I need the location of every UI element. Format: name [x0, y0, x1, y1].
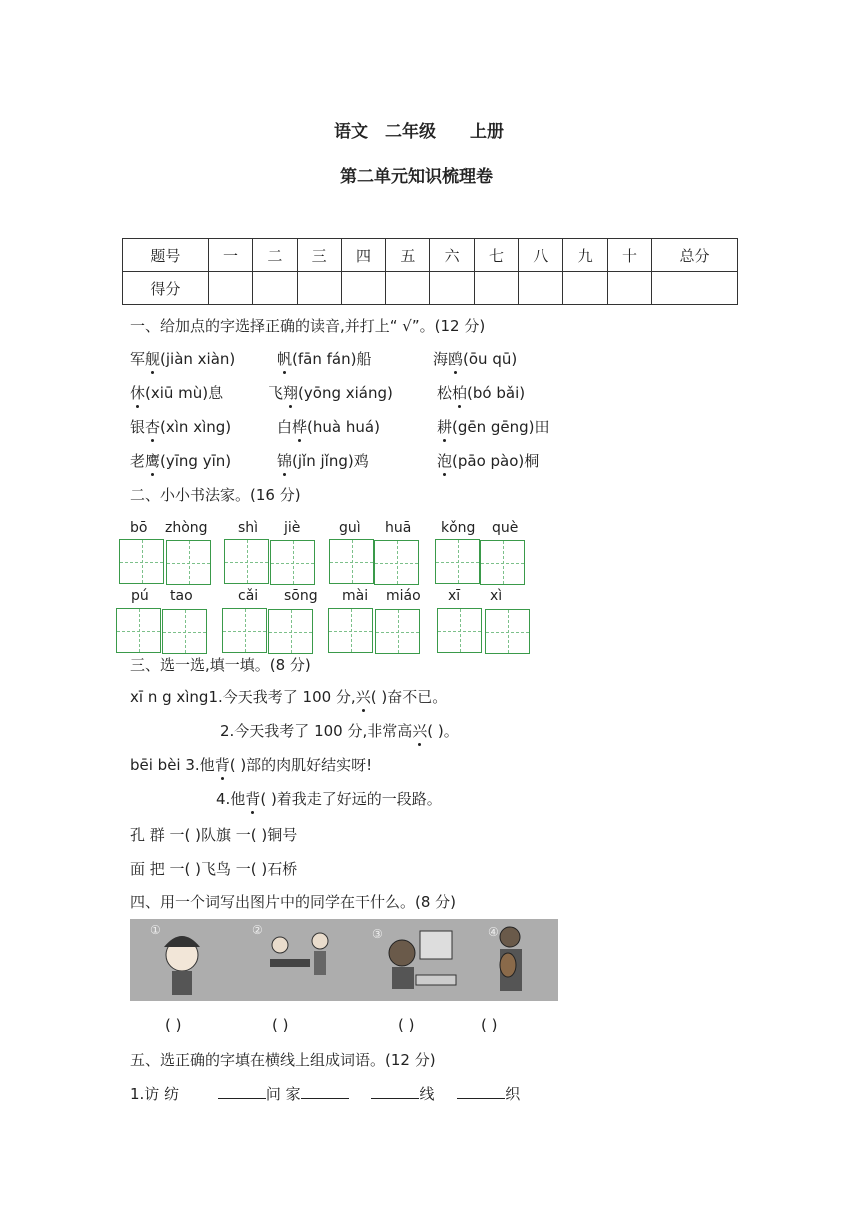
s3-text: ( )着我走了好远的一段路。 [260, 790, 442, 808]
s3-text: ( )奋不已。 [370, 688, 448, 706]
dotted-char: 兴 [355, 688, 371, 706]
dotted-char: 舰 [145, 350, 161, 368]
pinyin-label: shì [238, 520, 259, 536]
dotted-char: 柏 [452, 384, 468, 402]
pronunciation-item [433, 348, 517, 369]
answer-blank-2[interactable]: ( ) [272, 1016, 289, 1034]
writing-grid[interactable] [480, 540, 525, 585]
item-text[interactable]: (pāo pào) [452, 452, 525, 470]
table-cell: 五 [386, 239, 430, 272]
writing-grid[interactable] [374, 540, 419, 585]
pronunciation-item [130, 348, 235, 369]
dotted-char: 休 [130, 384, 146, 402]
dotted-char: 泡 [437, 452, 453, 470]
item-text[interactable]: (yīng yīn) [160, 452, 232, 470]
table-cell[interactable] [607, 272, 651, 305]
pic-number-2: ② [252, 923, 263, 937]
s3-line-2 [220, 720, 459, 741]
item-text: 船 [356, 350, 372, 368]
pinyin-label: kǒng [441, 520, 476, 536]
writing-grid[interactable] [328, 608, 373, 653]
answer-blank-3[interactable]: ( ) [398, 1016, 415, 1034]
writing-grid[interactable] [166, 540, 211, 585]
item-text: 息 [208, 384, 224, 402]
table-cell: 十 [607, 239, 651, 272]
dotted-char: 桦 [292, 418, 308, 436]
item-text[interactable]: (fān fán) [292, 350, 357, 368]
item-text[interactable]: (jǐn jǐng) [292, 452, 354, 470]
pronunciation-item [437, 416, 550, 437]
table-cell[interactable] [386, 272, 430, 305]
dotted-char: 帆 [277, 350, 293, 368]
pinyin-label: huā [385, 520, 412, 536]
writing-grid[interactable] [222, 608, 267, 653]
fill-blank[interactable] [457, 1084, 505, 1099]
item-text: 飞 [268, 384, 284, 402]
fill-blank[interactable] [218, 1084, 266, 1099]
s5-text: 织 [505, 1085, 521, 1103]
pronunciation-item [130, 450, 231, 471]
pinyin-label: guì [339, 520, 361, 536]
dotted-char: 鸥 [448, 350, 464, 368]
dotted-char: 鹰 [145, 452, 161, 470]
pinyin-label: zhòng [165, 520, 208, 536]
table-cell: 八 [519, 239, 563, 272]
s3-line-6: 面 把 一( )飞鸟 一( )石桥 [130, 860, 298, 878]
pinyin-label: xī [448, 588, 461, 604]
pronunciation-item [130, 382, 223, 403]
page-subtitle: 第二单元知识梳理卷 [340, 167, 493, 187]
pinyin-label: tao [170, 588, 193, 604]
table-row [123, 239, 738, 272]
dotted-char: 兴 [412, 722, 428, 740]
writing-grid[interactable] [270, 540, 315, 585]
table-cell: 得分 [123, 272, 209, 305]
writing-grid[interactable] [224, 539, 269, 584]
pic-number-3: ③ [372, 927, 383, 941]
item-text[interactable]: (yōng xiáng) [298, 384, 393, 402]
table-cell: 四 [341, 239, 385, 272]
pronunciation-item [437, 382, 525, 403]
item-text[interactable]: (huà huá) [307, 418, 380, 436]
dotted-char: 锦 [277, 452, 293, 470]
table-cell[interactable] [652, 272, 738, 305]
table-cell: 二 [253, 239, 297, 272]
section-1-heading: 一、给加点的字选择正确的读音,并打上“ √”。(12 分) [130, 317, 486, 335]
pronunciation-item [277, 416, 380, 437]
writing-grid[interactable] [437, 608, 482, 653]
item-text[interactable]: (xìn xìng) [160, 418, 232, 436]
table-cell[interactable] [208, 272, 252, 305]
pinyin-label: sōng [284, 588, 318, 604]
s3-text: 4.他 [216, 790, 246, 808]
s3-text: ( )部的肉肌好结实呀! [229, 756, 373, 774]
activity-picture [130, 919, 558, 1001]
section-4-heading: 四、用一个词写出图片中的同学在干什么。(8 分) [130, 893, 457, 911]
s3-line-1 [130, 686, 447, 707]
s3-line-3 [130, 754, 372, 775]
pinyin-label: cǎi [238, 588, 259, 604]
s3-line-4 [216, 788, 442, 809]
section-3-heading: 三、选一选,填一填。(8 分) [130, 656, 311, 674]
item-text[interactable]: (xiū mù) [145, 384, 209, 402]
item-text: 军 [130, 350, 146, 368]
pinyin-label: bō [130, 520, 148, 536]
writing-grid[interactable] [268, 609, 313, 654]
s3-text: ( )。 [427, 722, 459, 740]
table-cell: 六 [430, 239, 474, 272]
item-text: 海 [433, 350, 449, 368]
answer-blank-4[interactable]: ( ) [481, 1016, 498, 1034]
pronunciation-item [130, 416, 231, 437]
writing-grid[interactable] [116, 608, 161, 653]
pronunciation-item [277, 348, 371, 369]
fill-blank[interactable] [301, 1084, 349, 1099]
table-cell[interactable] [253, 272, 297, 305]
page-title: 语文 二年级 上册 [334, 122, 504, 142]
dotted-char: 杏 [145, 418, 161, 436]
item-text: 白 [277, 418, 293, 436]
fill-blank[interactable] [371, 1084, 419, 1099]
table-cell[interactable] [519, 272, 563, 305]
dotted-char: 背 [214, 756, 230, 774]
item-text: 田 [534, 418, 550, 436]
pic-number-4: ④ [488, 925, 499, 939]
pinyin-label: miáo [386, 588, 421, 604]
pronunciation-item [277, 450, 369, 471]
pronunciation-item [437, 450, 539, 471]
table-cell: 一 [208, 239, 252, 272]
s3-line-5: 孔 群 一( )队旗 一( )铜号 [130, 826, 298, 844]
section-5-heading: 五、选正确的字填在横线上组成词语。(12 分) [130, 1051, 436, 1069]
answer-blank-1[interactable]: ( ) [165, 1016, 182, 1034]
writing-grid[interactable] [485, 609, 530, 654]
writing-grid[interactable] [162, 609, 207, 654]
s3-text: 2.今天我考了 100 分,非常高 [220, 722, 413, 740]
item-text[interactable]: (bó bǎi) [467, 384, 526, 402]
table-row [123, 272, 738, 305]
s3-text: bēi bèi 3.他 [130, 756, 215, 774]
writing-grid[interactable] [435, 539, 480, 584]
table-cell: 三 [297, 239, 341, 272]
table-cell[interactable] [297, 272, 341, 305]
item-text: 桐 [524, 452, 540, 470]
table-cell[interactable] [341, 272, 385, 305]
item-text[interactable]: (jiàn xiàn) [160, 350, 236, 368]
dotted-char: 背 [245, 790, 261, 808]
item-text: 鸡 [353, 452, 369, 470]
section-2-heading: 二、小小书法家。(16 分) [130, 486, 301, 504]
dotted-char: 翔 [283, 384, 299, 402]
writing-grid[interactable] [375, 609, 420, 654]
writing-grid[interactable] [119, 539, 164, 584]
item-text: 银 [130, 418, 146, 436]
pronunciation-item [268, 382, 393, 403]
s5-text: 问 家 [265, 1085, 301, 1103]
item-text[interactable]: (gēn gēng) [452, 418, 535, 436]
item-text[interactable]: (ōu qū) [463, 350, 518, 368]
table-cell[interactable] [563, 272, 607, 305]
table-cell: 九 [563, 239, 607, 272]
table-cell: 题号 [123, 239, 209, 272]
s5-text: 线 [419, 1085, 435, 1103]
item-text: 松 [437, 384, 453, 402]
dotted-char: 耕 [437, 418, 453, 436]
table-cell[interactable] [430, 272, 474, 305]
item-text: 老 [130, 452, 146, 470]
s5-text: 1.访 纺 [130, 1085, 180, 1103]
score-table [122, 238, 738, 305]
table-cell[interactable] [474, 272, 518, 305]
pinyin-label: jiè [284, 520, 301, 536]
s3-text: xī n g xìng1.今天我考了 100 分, [130, 688, 356, 706]
table-cell: 七 [474, 239, 518, 272]
pinyin-label: xì [490, 588, 503, 604]
s5-line-1 [130, 1083, 520, 1104]
writing-grid[interactable] [329, 539, 374, 584]
pic-number-1: ① [150, 923, 161, 937]
pinyin-label: mài [342, 588, 369, 604]
pinyin-label: què [492, 520, 519, 536]
table-cell: 总分 [652, 239, 738, 272]
pinyin-label: pú [131, 588, 149, 604]
